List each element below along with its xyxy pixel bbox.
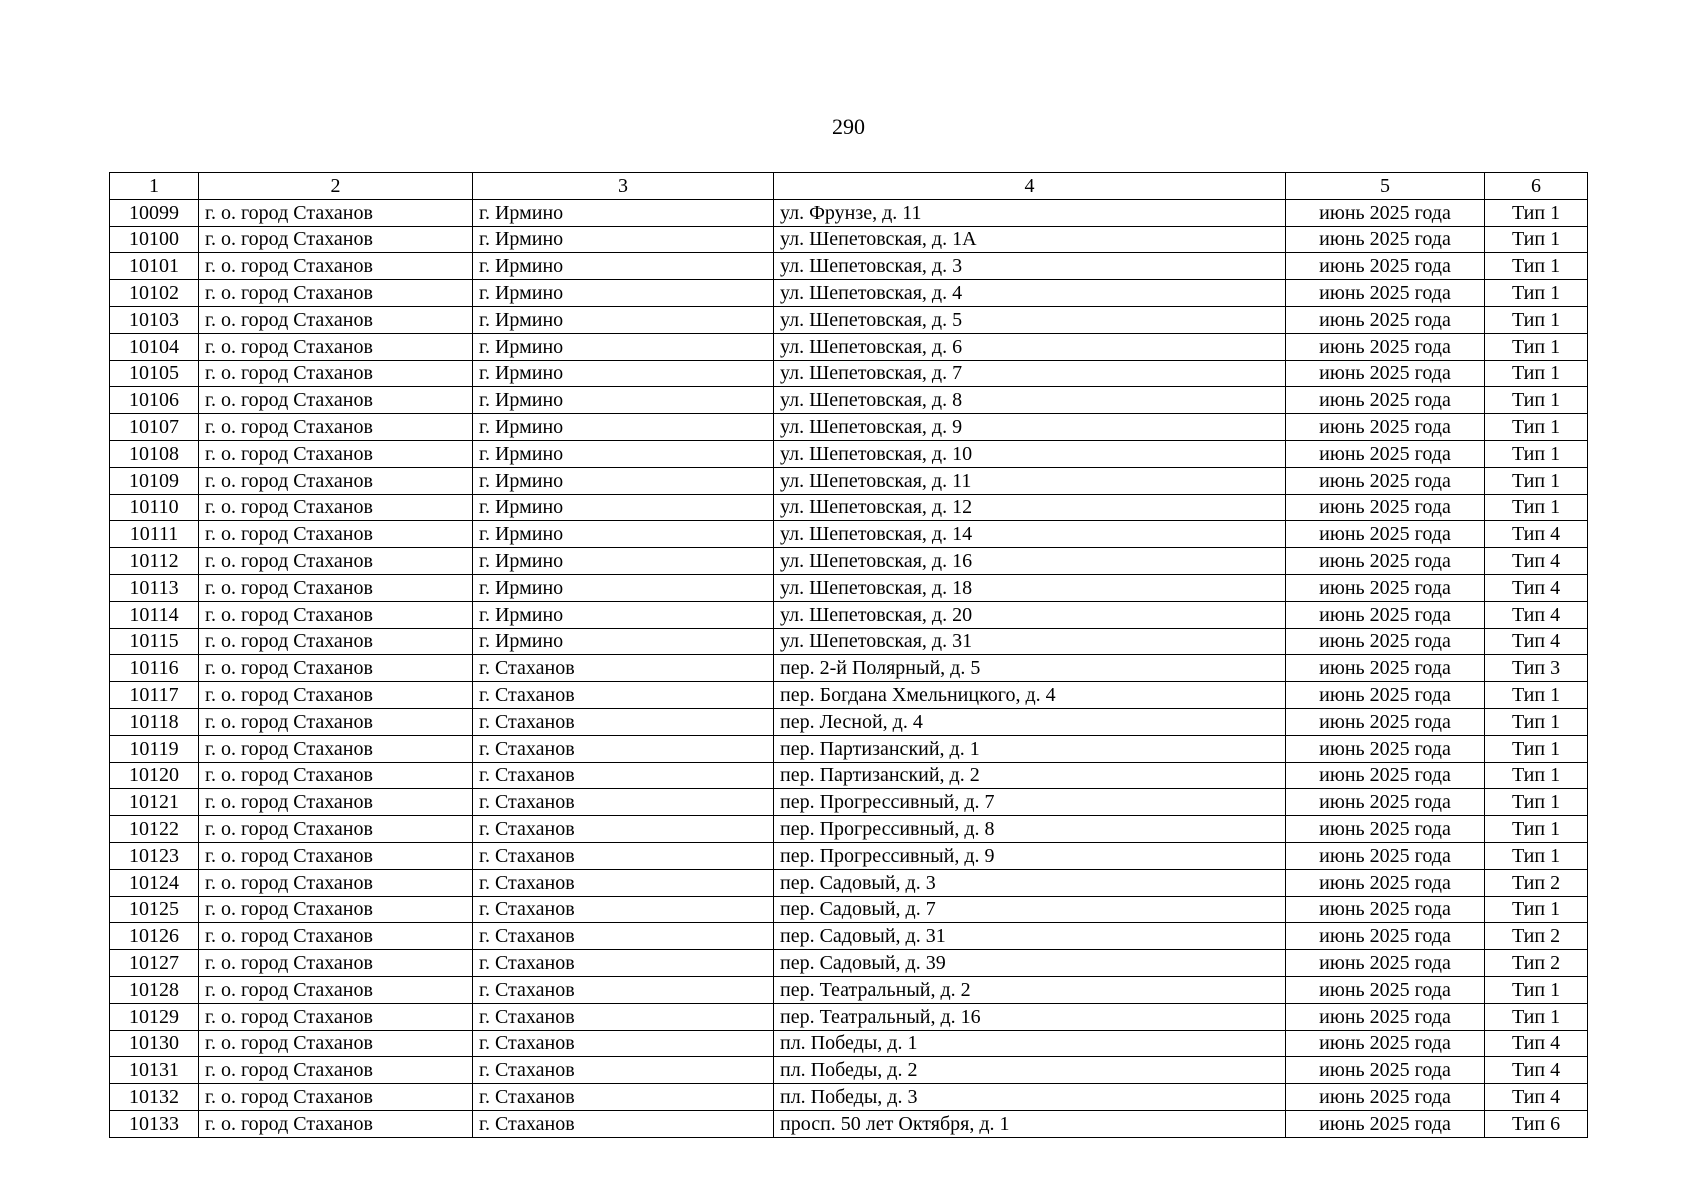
date-cell: июнь 2025 года — [1286, 896, 1485, 923]
address-cell: пер. Садовый, д. 3 — [774, 869, 1286, 896]
date-cell: июнь 2025 года — [1286, 1057, 1485, 1084]
municipality-cell: г. о. город Стаханов — [199, 333, 473, 360]
row-number: 10125 — [110, 896, 199, 923]
table-row — [110, 628, 1588, 655]
date-cell: июнь 2025 года — [1286, 976, 1485, 1003]
header-cell-6: 6 — [1485, 173, 1588, 200]
row-number: 10099 — [110, 199, 199, 226]
row-number: 10105 — [110, 360, 199, 387]
row-number: 10127 — [110, 950, 199, 977]
municipality-cell: г. о. город Стаханов — [199, 655, 473, 682]
town-cell: г. Стаханов — [473, 869, 774, 896]
municipality-cell: г. о. город Стаханов — [199, 816, 473, 843]
date-cell: июнь 2025 года — [1286, 1110, 1485, 1137]
date-cell: июнь 2025 года — [1286, 226, 1485, 253]
type-cell: Тип 1 — [1485, 494, 1588, 521]
type-cell: Тип 1 — [1485, 1003, 1588, 1030]
table-header — [110, 173, 1588, 200]
page-number: 290 — [832, 114, 865, 139]
town-cell: г. Стаханов — [473, 976, 774, 1003]
row-number: 10129 — [110, 1003, 199, 1030]
municipality-cell: г. о. город Стаханов — [199, 923, 473, 950]
municipality-cell: г. о. город Стаханов — [199, 1030, 473, 1057]
date-cell: июнь 2025 года — [1286, 628, 1485, 655]
table-row — [110, 440, 1588, 467]
row-number: 10117 — [110, 682, 199, 709]
town-cell: г. Ирмино — [473, 306, 774, 333]
town-cell: г. Ирмино — [473, 440, 774, 467]
type-cell: Тип 1 — [1485, 253, 1588, 280]
table-row — [110, 360, 1588, 387]
row-number: 10103 — [110, 306, 199, 333]
town-cell: г. Стаханов — [473, 950, 774, 977]
date-cell: июнь 2025 года — [1286, 280, 1485, 307]
row-number: 10104 — [110, 333, 199, 360]
type-cell: Тип 4 — [1485, 1030, 1588, 1057]
address-cell: ул. Шепетовская, д. 10 — [774, 440, 1286, 467]
register-table — [109, 172, 1588, 1138]
address-cell: ул. Шепетовская, д. 14 — [774, 521, 1286, 548]
row-number: 10100 — [110, 226, 199, 253]
municipality-cell: г. о. город Стаханов — [199, 414, 473, 441]
municipality-cell: г. о. город Стаханов — [199, 253, 473, 280]
date-cell: июнь 2025 года — [1286, 333, 1485, 360]
town-cell: г. Ирмино — [473, 601, 774, 628]
type-cell: Тип 1 — [1485, 467, 1588, 494]
table-row — [110, 762, 1588, 789]
header-cell-2: 2 — [199, 173, 473, 200]
municipality-cell: г. о. город Стаханов — [199, 440, 473, 467]
address-cell: ул. Шепетовская, д. 11 — [774, 467, 1286, 494]
municipality-cell: г. о. город Стаханов — [199, 1003, 473, 1030]
town-cell: г. Ирмино — [473, 494, 774, 521]
municipality-cell: г. о. город Стаханов — [199, 494, 473, 521]
address-cell: ул. Шепетовская, д. 4 — [774, 280, 1286, 307]
municipality-cell: г. о. город Стаханов — [199, 226, 473, 253]
address-cell: пер. 2-й Полярный, д. 5 — [774, 655, 1286, 682]
address-cell: ул. Шепетовская, д. 31 — [774, 628, 1286, 655]
row-number: 10132 — [110, 1084, 199, 1111]
date-cell: июнь 2025 года — [1286, 869, 1485, 896]
table-row — [110, 655, 1588, 682]
type-cell: Тип 4 — [1485, 574, 1588, 601]
municipality-cell: г. о. город Стаханов — [199, 387, 473, 414]
date-cell: июнь 2025 года — [1286, 655, 1485, 682]
type-cell: Тип 2 — [1485, 869, 1588, 896]
municipality-cell: г. о. город Стаханов — [199, 950, 473, 977]
row-number: 10123 — [110, 842, 199, 869]
town-cell: г. Ирмино — [473, 414, 774, 441]
row-number: 10122 — [110, 816, 199, 843]
table-row — [110, 548, 1588, 575]
header-row — [110, 173, 1588, 200]
row-number: 10101 — [110, 253, 199, 280]
table-row — [110, 789, 1588, 816]
type-cell: Тип 1 — [1485, 333, 1588, 360]
table-row — [110, 521, 1588, 548]
address-cell: ул. Шепетовская, д. 6 — [774, 333, 1286, 360]
type-cell: Тип 1 — [1485, 735, 1588, 762]
table-row — [110, 574, 1588, 601]
type-cell: Тип 1 — [1485, 762, 1588, 789]
type-cell: Тип 2 — [1485, 923, 1588, 950]
municipality-cell: г. о. город Стаханов — [199, 842, 473, 869]
address-cell: пл. Победы, д. 1 — [774, 1030, 1286, 1057]
municipality-cell: г. о. город Стаханов — [199, 280, 473, 307]
municipality-cell: г. о. город Стаханов — [199, 869, 473, 896]
town-cell: г. Стаханов — [473, 762, 774, 789]
town-cell: г. Стаханов — [473, 682, 774, 709]
address-cell: ул. Шепетовская, д. 12 — [774, 494, 1286, 521]
table-row — [110, 333, 1588, 360]
type-cell: Тип 3 — [1485, 655, 1588, 682]
date-cell: июнь 2025 года — [1286, 253, 1485, 280]
table-row — [110, 414, 1588, 441]
town-cell: г. Стаханов — [473, 816, 774, 843]
row-number: 10102 — [110, 280, 199, 307]
date-cell: июнь 2025 года — [1286, 1003, 1485, 1030]
table-row — [110, 842, 1588, 869]
table-row — [110, 601, 1588, 628]
address-cell: ул. Шепетовская, д. 3 — [774, 253, 1286, 280]
municipality-cell: г. о. город Стаханов — [199, 628, 473, 655]
type-cell: Тип 4 — [1485, 548, 1588, 575]
date-cell: июнь 2025 года — [1286, 414, 1485, 441]
type-cell: Тип 1 — [1485, 708, 1588, 735]
type-cell: Тип 1 — [1485, 414, 1588, 441]
date-cell: июнь 2025 года — [1286, 1030, 1485, 1057]
table-row — [110, 735, 1588, 762]
municipality-cell: г. о. город Стаханов — [199, 762, 473, 789]
town-cell: г. Ирмино — [473, 521, 774, 548]
table-row — [110, 253, 1588, 280]
address-cell: ул. Шепетовская, д. 16 — [774, 548, 1286, 575]
type-cell: Тип 4 — [1485, 521, 1588, 548]
address-cell: пл. Победы, д. 3 — [774, 1084, 1286, 1111]
municipality-cell: г. о. город Стаханов — [199, 1084, 473, 1111]
row-number: 10112 — [110, 548, 199, 575]
address-cell: пер. Театральный, д. 2 — [774, 976, 1286, 1003]
address-cell: пер. Партизанский, д. 1 — [774, 735, 1286, 762]
table-row — [110, 923, 1588, 950]
row-number: 10116 — [110, 655, 199, 682]
address-cell: пл. Победы, д. 2 — [774, 1057, 1286, 1084]
date-cell: июнь 2025 года — [1286, 682, 1485, 709]
table-row — [110, 682, 1588, 709]
date-cell: июнь 2025 года — [1286, 601, 1485, 628]
date-cell: июнь 2025 года — [1286, 708, 1485, 735]
town-cell: г. Стаханов — [473, 842, 774, 869]
date-cell: июнь 2025 года — [1286, 789, 1485, 816]
type-cell: Тип 4 — [1485, 601, 1588, 628]
row-number: 10119 — [110, 735, 199, 762]
table-row — [110, 1057, 1588, 1084]
address-cell: пер. Богдана Хмельницкого, д. 4 — [774, 682, 1286, 709]
header-cell-4: 4 — [774, 173, 1286, 200]
table-row — [110, 976, 1588, 1003]
type-cell: Тип 1 — [1485, 387, 1588, 414]
address-cell: просп. 50 лет Октября, д. 1 — [774, 1110, 1286, 1137]
table-row — [110, 226, 1588, 253]
municipality-cell: г. о. город Стаханов — [199, 306, 473, 333]
date-cell: июнь 2025 года — [1286, 306, 1485, 333]
type-cell: Тип 1 — [1485, 226, 1588, 253]
type-cell: Тип 1 — [1485, 682, 1588, 709]
type-cell: Тип 1 — [1485, 199, 1588, 226]
town-cell: г. Стаханов — [473, 708, 774, 735]
address-cell: пер. Садовый, д. 7 — [774, 896, 1286, 923]
municipality-cell: г. о. город Стаханов — [199, 548, 473, 575]
town-cell: г. Стаханов — [473, 1003, 774, 1030]
date-cell: июнь 2025 года — [1286, 842, 1485, 869]
row-number: 10121 — [110, 789, 199, 816]
row-number: 10115 — [110, 628, 199, 655]
table-row — [110, 494, 1588, 521]
header-cell-5: 5 — [1286, 173, 1485, 200]
address-cell: пер. Прогрессивный, д. 8 — [774, 816, 1286, 843]
date-cell: июнь 2025 года — [1286, 360, 1485, 387]
municipality-cell: г. о. город Стаханов — [199, 601, 473, 628]
type-cell: Тип 1 — [1485, 440, 1588, 467]
municipality-cell: г. о. город Стаханов — [199, 789, 473, 816]
type-cell: Тип 1 — [1485, 842, 1588, 869]
type-cell: Тип 4 — [1485, 1057, 1588, 1084]
row-number: 10107 — [110, 414, 199, 441]
municipality-cell: г. о. город Стаханов — [199, 467, 473, 494]
address-cell: ул. Шепетовская, д. 1А — [774, 226, 1286, 253]
row-number: 10128 — [110, 976, 199, 1003]
date-cell: июнь 2025 года — [1286, 440, 1485, 467]
date-cell: июнь 2025 года — [1286, 1084, 1485, 1111]
town-cell: г. Стаханов — [473, 1110, 774, 1137]
address-cell: ул. Шепетовская, д. 9 — [774, 414, 1286, 441]
date-cell: июнь 2025 года — [1286, 521, 1485, 548]
table-row — [110, 387, 1588, 414]
date-cell: июнь 2025 года — [1286, 387, 1485, 414]
row-number: 10131 — [110, 1057, 199, 1084]
type-cell: Тип 1 — [1485, 360, 1588, 387]
town-cell: г. Ирмино — [473, 387, 774, 414]
table-row — [110, 1084, 1588, 1111]
table-row — [110, 467, 1588, 494]
type-cell: Тип 6 — [1485, 1110, 1588, 1137]
date-cell: июнь 2025 года — [1286, 950, 1485, 977]
address-cell: пер. Лесной, д. 4 — [774, 708, 1286, 735]
address-cell: пер. Партизанский, д. 2 — [774, 762, 1286, 789]
header-cell-1: 1 — [110, 173, 199, 200]
municipality-cell: г. о. город Стаханов — [199, 360, 473, 387]
table-body — [110, 199, 1588, 1137]
town-cell: г. Ирмино — [473, 253, 774, 280]
table-row — [110, 1003, 1588, 1030]
address-cell: пер. Садовый, д. 39 — [774, 950, 1286, 977]
town-cell: г. Стаханов — [473, 1084, 774, 1111]
type-cell: Тип 1 — [1485, 976, 1588, 1003]
town-cell: г. Ирмино — [473, 333, 774, 360]
town-cell: г. Ирмино — [473, 548, 774, 575]
date-cell: июнь 2025 года — [1286, 574, 1485, 601]
town-cell: г. Стаханов — [473, 1030, 774, 1057]
type-cell: Тип 1 — [1485, 896, 1588, 923]
date-cell: июнь 2025 года — [1286, 494, 1485, 521]
table-row — [110, 950, 1588, 977]
town-cell: г. Стаханов — [473, 735, 774, 762]
row-number: 10133 — [110, 1110, 199, 1137]
table-row — [110, 708, 1588, 735]
type-cell: Тип 1 — [1485, 306, 1588, 333]
date-cell: июнь 2025 года — [1286, 923, 1485, 950]
municipality-cell: г. о. город Стаханов — [199, 735, 473, 762]
municipality-cell: г. о. город Стаханов — [199, 1057, 473, 1084]
town-cell: г. Стаханов — [473, 923, 774, 950]
address-cell: пер. Театральный, д. 16 — [774, 1003, 1286, 1030]
row-number: 10110 — [110, 494, 199, 521]
row-number: 10113 — [110, 574, 199, 601]
municipality-cell: г. о. город Стаханов — [199, 521, 473, 548]
municipality-cell: г. о. город Стаханов — [199, 199, 473, 226]
municipality-cell: г. о. город Стаханов — [199, 896, 473, 923]
address-cell: пер. Садовый, д. 31 — [774, 923, 1286, 950]
row-number: 10126 — [110, 923, 199, 950]
address-cell: пер. Прогрессивный, д. 7 — [774, 789, 1286, 816]
type-cell: Тип 2 — [1485, 950, 1588, 977]
row-number: 10124 — [110, 869, 199, 896]
row-number: 10108 — [110, 440, 199, 467]
date-cell: июнь 2025 года — [1286, 762, 1485, 789]
row-number: 10118 — [110, 708, 199, 735]
town-cell: г. Стаханов — [473, 1057, 774, 1084]
town-cell: г. Ирмино — [473, 280, 774, 307]
town-cell: г. Стаханов — [473, 655, 774, 682]
table-row — [110, 1030, 1588, 1057]
table-row — [110, 280, 1588, 307]
row-number: 10114 — [110, 601, 199, 628]
municipality-cell: г. о. город Стаханов — [199, 574, 473, 601]
town-cell: г. Ирмино — [473, 574, 774, 601]
municipality-cell: г. о. город Стаханов — [199, 708, 473, 735]
type-cell: Тип 1 — [1485, 789, 1588, 816]
row-number: 10106 — [110, 387, 199, 414]
table-row — [110, 869, 1588, 896]
town-cell: г. Ирмино — [473, 199, 774, 226]
type-cell: Тип 1 — [1485, 280, 1588, 307]
town-cell: г. Стаханов — [473, 896, 774, 923]
town-cell: г. Ирмино — [473, 226, 774, 253]
address-cell: пер. Прогрессивный, д. 9 — [774, 842, 1286, 869]
date-cell: июнь 2025 года — [1286, 199, 1485, 226]
address-cell: ул. Шепетовская, д. 5 — [774, 306, 1286, 333]
header-cell-3: 3 — [473, 173, 774, 200]
date-cell: июнь 2025 года — [1286, 816, 1485, 843]
town-cell: г. Стаханов — [473, 789, 774, 816]
table-row — [110, 199, 1588, 226]
address-cell: ул. Шепетовская, д. 20 — [774, 601, 1286, 628]
table-row — [110, 816, 1588, 843]
address-cell: ул. Шепетовская, д. 8 — [774, 387, 1286, 414]
address-cell: ул. Фрунзе, д. 11 — [774, 199, 1286, 226]
row-number: 10111 — [110, 521, 199, 548]
row-number: 10130 — [110, 1030, 199, 1057]
type-cell: Тип 4 — [1485, 1084, 1588, 1111]
row-number: 10120 — [110, 762, 199, 789]
type-cell: Тип 4 — [1485, 628, 1588, 655]
municipality-cell: г. о. город Стаханов — [199, 976, 473, 1003]
town-cell: г. Ирмино — [473, 628, 774, 655]
table-row — [110, 306, 1588, 333]
date-cell: июнь 2025 года — [1286, 548, 1485, 575]
municipality-cell: г. о. город Стаханов — [199, 682, 473, 709]
town-cell: г. Ирмино — [473, 467, 774, 494]
table-row — [110, 896, 1588, 923]
address-cell: ул. Шепетовская, д. 7 — [774, 360, 1286, 387]
date-cell: июнь 2025 года — [1286, 735, 1485, 762]
address-cell: ул. Шепетовская, д. 18 — [774, 574, 1286, 601]
date-cell: июнь 2025 года — [1286, 467, 1485, 494]
row-number: 10109 — [110, 467, 199, 494]
type-cell: Тип 1 — [1485, 816, 1588, 843]
town-cell: г. Ирмино — [473, 360, 774, 387]
municipality-cell: г. о. город Стаханов — [199, 1110, 473, 1137]
table-row — [110, 1110, 1588, 1137]
